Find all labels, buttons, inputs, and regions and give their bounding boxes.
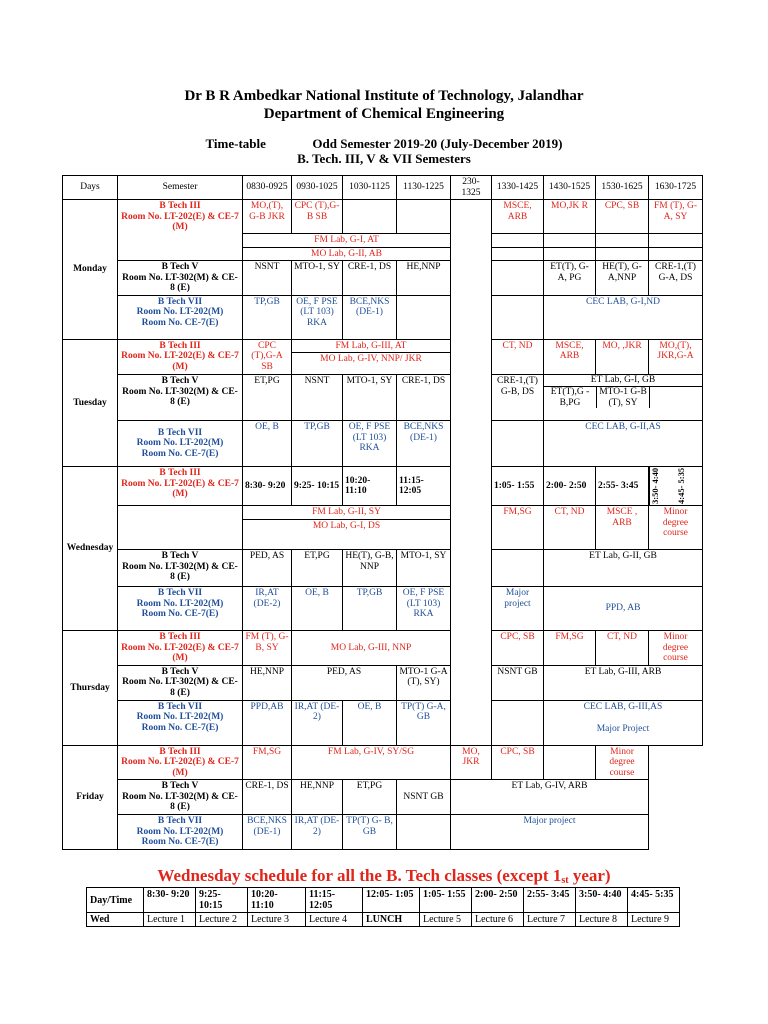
table-cell: BCE,NKS (DE-1) <box>243 815 292 850</box>
table-cell: CRE-1,(T) G-B, DS <box>492 375 544 421</box>
lab-cell <box>544 700 703 745</box>
vertical-times <box>649 467 702 505</box>
table-cell: MO, ,JKR <box>596 339 649 375</box>
table-row <box>63 421 703 467</box>
semester-cell <box>118 587 243 631</box>
lab-cell: ET Lab, G-IV, ARB <box>451 780 649 815</box>
semester-room: Room No. LT-202(E) & CE-7 (M) <box>121 351 239 372</box>
table-cell: CPC, SB <box>596 200 649 234</box>
time-cell: 10:20- 11:10 <box>248 888 306 913</box>
table-cell: OE, F PSE (LT 103) RKA <box>292 295 343 339</box>
table-cell <box>649 247 703 261</box>
lab-cell: FM Lab, G-II, SY <box>243 506 451 520</box>
table-cell: MO,(T), JKR,G-A <box>649 339 703 375</box>
semester-name: B Tech III <box>159 632 201 642</box>
semester-room: Room No. LT-202(E) & CE-7 (M) <box>121 478 239 499</box>
table-cell <box>397 200 451 234</box>
table-cell: ET,PG <box>343 780 397 815</box>
col-slot: 1030-1125 <box>343 176 397 200</box>
title-main: Wednesday schedule for all the B. Tech classes (except 1 <box>157 866 562 885</box>
table-cell: HE,NNP <box>397 261 451 296</box>
table-cell: Minor degree course <box>649 506 703 550</box>
table-row <box>63 815 703 850</box>
table-cell <box>544 375 703 421</box>
table-cell <box>492 234 544 248</box>
table-cell <box>492 247 544 261</box>
lab-cell: MO Lab, G-III, NNP <box>292 631 451 666</box>
lab-cell: PPD, AB <box>544 587 703 631</box>
semester-cell <box>118 421 243 467</box>
lecture-cell: Lecture 9 <box>628 913 680 927</box>
semester-name: B Tech V <box>161 781 199 791</box>
table-cell: 2:00- 2:50 <box>544 467 596 506</box>
semester-name: B Tech VII <box>157 588 203 598</box>
table-cell: CT, ND <box>596 631 649 666</box>
semester-room: Room No. LT-302(M) & CE-8 (E) <box>122 791 238 812</box>
time-cell: 2:55- 3:45 <box>524 888 576 913</box>
table-row <box>63 745 703 780</box>
time-cell: 11:15- 12:05 <box>306 888 363 913</box>
lecture-cell: Lecture 8 <box>576 913 628 927</box>
lecture-cell: Lecture 7 <box>524 913 576 927</box>
table-row <box>63 506 703 520</box>
col-slot: 1530-1625 <box>596 176 649 200</box>
header-row <box>63 176 703 200</box>
day-monday: Monday <box>63 200 118 340</box>
table-cell: FM (T), G-B, SY <box>243 631 292 666</box>
table-cell: HE,NNP <box>243 665 292 700</box>
sub-cells <box>544 387 702 408</box>
lunch-cell: LUNCH <box>363 913 420 927</box>
semester-room: Room No. LT-202(M) <box>136 826 224 837</box>
table-cell: MSCE, ARB <box>492 200 544 234</box>
semester-name: B Tech V <box>161 551 199 561</box>
semester-cell <box>118 815 243 850</box>
table-cell: 3:50- 4:40 <box>649 467 676 505</box>
time-cell: 1:05- 1:55 <box>420 888 472 913</box>
table-cell: MTO-1 G-A (T), SY) <box>397 665 451 700</box>
table-cell: MO,(T), G-B JKR <box>243 200 292 234</box>
lab-cell: ET Lab, G-III, ARB <box>544 665 703 700</box>
table-cell: CRE-1,(T) G-A, DS <box>649 261 703 296</box>
semester-room: Room No. CE-7(E) <box>141 317 219 328</box>
table-cell <box>492 421 544 467</box>
table-row <box>63 780 703 815</box>
time-cell: 8:30- 9:20 <box>144 888 196 913</box>
table-cell: 9:25- 10:15 <box>292 467 343 506</box>
lab-cell: MO Lab, G-II, AB <box>243 247 451 261</box>
semester-cell <box>118 745 243 780</box>
timetable-heading <box>0 136 768 152</box>
lab-cell: FM Lab, G-IV, SY/SG <box>292 745 451 780</box>
table-cell: BCE,NKS (DE-1) <box>397 421 451 467</box>
semester-room: Room No. CE-7(E) <box>141 448 219 459</box>
semester-cell <box>118 467 243 506</box>
table-cell: CRE-1, DS <box>397 375 451 421</box>
col-slot: 1130-1225 <box>397 176 451 200</box>
lab-cell: ET Lab, G-II, GB <box>544 550 703 587</box>
table-cell: BCE,NKS (DE-1) <box>343 295 397 339</box>
table-row <box>63 295 703 339</box>
semester-room: Room No. LT-302(M) & CE-8 (E) <box>122 677 238 698</box>
semester-name: B Tech VII <box>157 296 203 307</box>
table-row <box>63 261 703 296</box>
table-cell: ET,PG <box>243 375 292 421</box>
table-cell: CT, ND <box>544 506 596 550</box>
table-cell: NSNT <box>292 375 343 421</box>
semester-name: B Tech III <box>159 468 201 478</box>
table-cell: ET(T), G-A, PG <box>544 261 596 296</box>
department-name: Department of Chemical Engineering <box>263 106 505 122</box>
col-days: Days <box>63 176 118 200</box>
table-cell: MTO-1, SY <box>397 550 451 587</box>
semester-name: B Tech V <box>161 376 199 386</box>
table-cell: MO, JKR <box>451 745 492 780</box>
table-cell <box>544 234 596 248</box>
semester-room: Room No. LT-302(M) & CE-8 (E) <box>122 561 238 582</box>
table-cell: NSNT GB <box>492 665 544 700</box>
table-cell: TP(T) G-A, GB <box>397 700 451 745</box>
table-cell: CRE-1, DS <box>243 780 292 815</box>
semester-room: Room No. LT-302(M) & CE-8 (E) <box>122 272 238 293</box>
lecture-cell: Lecture 3 <box>248 913 306 927</box>
table-cell <box>492 550 544 587</box>
table-cell: HE(T), G-B, NNP <box>343 550 397 587</box>
lab-cell: MO Lab, G-I, DS <box>243 520 451 550</box>
semester-room: Room No. LT-202(M) <box>136 598 224 609</box>
semester-room: Room No. CE-7(E) <box>141 837 219 847</box>
table-cell: MTO-1, SY <box>292 261 343 296</box>
table-cell <box>492 261 544 296</box>
table-cell: IR,AT (DE-2) <box>292 815 343 850</box>
row-label: Wed <box>87 913 144 927</box>
table-cell: IR,AT (DE-2) <box>243 587 292 631</box>
table-cell <box>343 200 397 234</box>
table-cell: ET,PG <box>292 550 343 587</box>
timetable <box>62 175 703 850</box>
table-cell: OE, B <box>243 421 292 467</box>
lab-cell: CEC LAB, G-I,ND <box>544 295 703 339</box>
semester-room: Room No. LT-202(E) & CE-7 (M) <box>121 757 239 778</box>
timetable-label: Time-table <box>205 136 266 151</box>
table-cell: NSNT <box>243 261 292 296</box>
lab-cell: ET Lab, G-I, GB <box>544 375 702 387</box>
table-cell: NSNT GB <box>397 780 451 815</box>
table-cell: ET(T),G -B,PG <box>544 387 597 408</box>
table-cell: 4:45- 5:35 <box>676 467 686 505</box>
semester-cell <box>118 295 243 339</box>
day-tuesday: Tuesday <box>63 339 118 467</box>
table-cell: OE, F PSE (LT 103) RKA <box>397 587 451 631</box>
semester-room: Room No. LT-202(E) & CE-7 (M) <box>121 642 239 663</box>
table-cell <box>596 247 649 261</box>
semester-name: B Tech III <box>159 746 201 757</box>
table-cell <box>397 295 451 339</box>
col-slot: 230-1325 <box>451 176 492 200</box>
semester-room: Room No. LT-202(M) <box>136 307 224 317</box>
col-slot: 0930-1025 <box>292 176 343 200</box>
semester-cell <box>118 700 243 745</box>
table-cell: IR,AT (DE-2) <box>292 700 343 745</box>
table-cell: CPC (T),G-B SB <box>292 200 343 234</box>
table-cell: MSCE, ARB <box>544 339 596 375</box>
table-cell: PPD,AB <box>243 700 292 745</box>
time-cell: 3:50- 4:40 <box>576 888 628 913</box>
table-cell: HE(T), G-A,NNP <box>596 261 649 296</box>
table-cell: CT, ND <box>492 339 544 375</box>
semester-name: B Tech VII <box>157 427 203 438</box>
semester-cell <box>118 550 243 587</box>
semester-name: B Tech VII <box>157 701 203 712</box>
semester-room: Room No. LT-202(M) <box>136 438 224 449</box>
time-cell: 9:25- 10:15 <box>196 888 248 913</box>
table-cell: Minor degree course <box>596 745 649 780</box>
semester-cell <box>118 339 243 375</box>
semester-room: Room No. CE-7(E) <box>141 609 219 619</box>
table-cell: Major project <box>492 587 544 631</box>
time-cell: 12:05- 1:05 <box>363 888 420 913</box>
table-cell: PED, AS <box>292 665 397 700</box>
header-cell: Day/Time <box>87 888 144 913</box>
semester-cell <box>118 261 243 296</box>
semester-room: Room No. LT-202(M) <box>136 712 224 722</box>
table-cell <box>544 247 596 261</box>
col-slot: 1630-1725 <box>649 176 703 200</box>
table-cell <box>649 467 703 506</box>
table-cell: TP,GB <box>343 587 397 631</box>
table-cell: PED, AS <box>243 550 292 587</box>
title-superscript: st <box>561 875 569 886</box>
lab-cell: Major project <box>451 815 649 850</box>
table-cell: 10:20- 11:10 <box>343 467 397 506</box>
table-cell: FM (T), G-A, SY <box>649 200 703 234</box>
table-row <box>63 200 703 234</box>
table-cell <box>649 234 703 248</box>
lab-name: CEC LAB, G-III,AS <box>583 701 663 712</box>
institute-name: Dr B R Ambedkar National Institute of Technology, Jalandhar <box>184 88 584 104</box>
col-slot: 1430-1525 <box>544 176 596 200</box>
table-cell <box>492 700 544 745</box>
table-cell: Minor degree course <box>649 631 703 666</box>
table-cell: MSCE , ARB <box>596 506 649 550</box>
semester-room: Room No. LT-302(M) & CE-8 (E) <box>122 386 238 407</box>
col-slot: 0830-0925 <box>243 176 292 200</box>
lab-cell: FM Lab, G-III, AT <box>292 339 451 353</box>
table-cell: MTO-1, SY <box>343 375 397 421</box>
lecture-cell: Lecture 1 <box>144 913 196 927</box>
semester-name: B Tech III <box>159 201 201 211</box>
lecture-cell: Lecture 5 <box>420 913 472 927</box>
table-cell: MO,JK R <box>544 200 596 234</box>
day-friday: Friday <box>63 745 118 849</box>
semester-cell <box>118 631 243 666</box>
semester-cell <box>118 375 243 421</box>
semester-room: Room No. CE-7(E) <box>141 722 219 733</box>
table-cell: TP(T) G- B, GB <box>343 815 397 850</box>
table-cell: FM,SG <box>544 631 596 666</box>
lab-cell: CEC LAB, G-II,AS <box>544 421 703 467</box>
classes-heading: B. Tech. III, V & VII Semesters <box>297 151 471 166</box>
table-cell: TP,GB <box>243 295 292 339</box>
table-cell <box>397 815 451 850</box>
lecture-cell: Lecture 4 <box>306 913 363 927</box>
semester-name: B Tech III <box>159 340 201 351</box>
day-wednesday: Wednesday <box>63 467 118 631</box>
lunch-column <box>451 200 492 746</box>
table-cell: HE,NNP <box>292 780 343 815</box>
table-row <box>63 700 703 745</box>
semester-info: Odd Semester 2019-20 (July-December 2019) <box>312 136 563 151</box>
table-row <box>87 913 680 927</box>
table-cell: FM,SG <box>492 506 544 550</box>
table-row <box>63 375 703 421</box>
table-cell: OE, B <box>343 700 397 745</box>
wednesday-schedule-title <box>0 866 768 886</box>
table-cell: FM,SG <box>243 745 292 780</box>
table-cell <box>544 745 596 780</box>
day-thursday: Thursday <box>63 631 118 746</box>
table-cell: 8:30- 9:20 <box>243 467 292 506</box>
semester-cell <box>118 665 243 700</box>
semester-cell <box>118 780 243 815</box>
table-row <box>63 587 703 631</box>
wednesday-schedule-table <box>86 887 680 927</box>
semester-cell <box>118 200 243 261</box>
table-row <box>63 665 703 700</box>
semester-name: B Tech V <box>161 262 199 272</box>
table-cell: TP,GB <box>292 421 343 467</box>
table-cell <box>492 295 544 339</box>
col-slot: 1330-1425 <box>492 176 544 200</box>
semester-name: B Tech V <box>161 666 199 677</box>
table-cell: OE, F PSE (LT 103) RKA <box>343 421 397 467</box>
table-cell: CPC (T),G-A SB <box>243 339 292 375</box>
table-cell: CPC, SB <box>492 745 544 780</box>
major-project: Major Project <box>596 724 650 734</box>
semester-room: Room No. LT-202(E) & CE-7 (M) <box>121 211 239 232</box>
table-cell: MTO-1 G-B (T), SY <box>597 387 650 408</box>
table-cell: 1:05- 1:55 <box>492 467 544 506</box>
table-cell <box>118 506 243 550</box>
table-row <box>63 339 703 353</box>
table-row <box>63 631 703 666</box>
lecture-cell: Lecture 2 <box>196 913 248 927</box>
semester-name: B Tech VII <box>157 816 203 826</box>
table-cell: 2:55- 3:45 <box>596 467 649 506</box>
table-row <box>63 550 703 587</box>
table-cell: OE, B <box>292 587 343 631</box>
table-cell <box>596 234 649 248</box>
lecture-cell: Lecture 6 <box>472 913 524 927</box>
lab-cell: FM Lab, G-I, AT <box>243 234 451 248</box>
table-cell: CRE-1, DS <box>343 261 397 296</box>
title-end: year) <box>568 866 611 885</box>
table-cell: 11:15- 12:05 <box>397 467 451 506</box>
table-row <box>63 467 703 506</box>
time-cell: 4:45- 5:35 <box>628 888 680 913</box>
lab-cell: MO Lab, G-IV, NNP/ JKR <box>292 353 451 375</box>
table-row <box>87 888 680 913</box>
time-cell: 2:00- 2:50 <box>472 888 524 913</box>
col-semester: Semester <box>118 176 243 200</box>
table-cell: CPC, SB <box>492 631 544 666</box>
